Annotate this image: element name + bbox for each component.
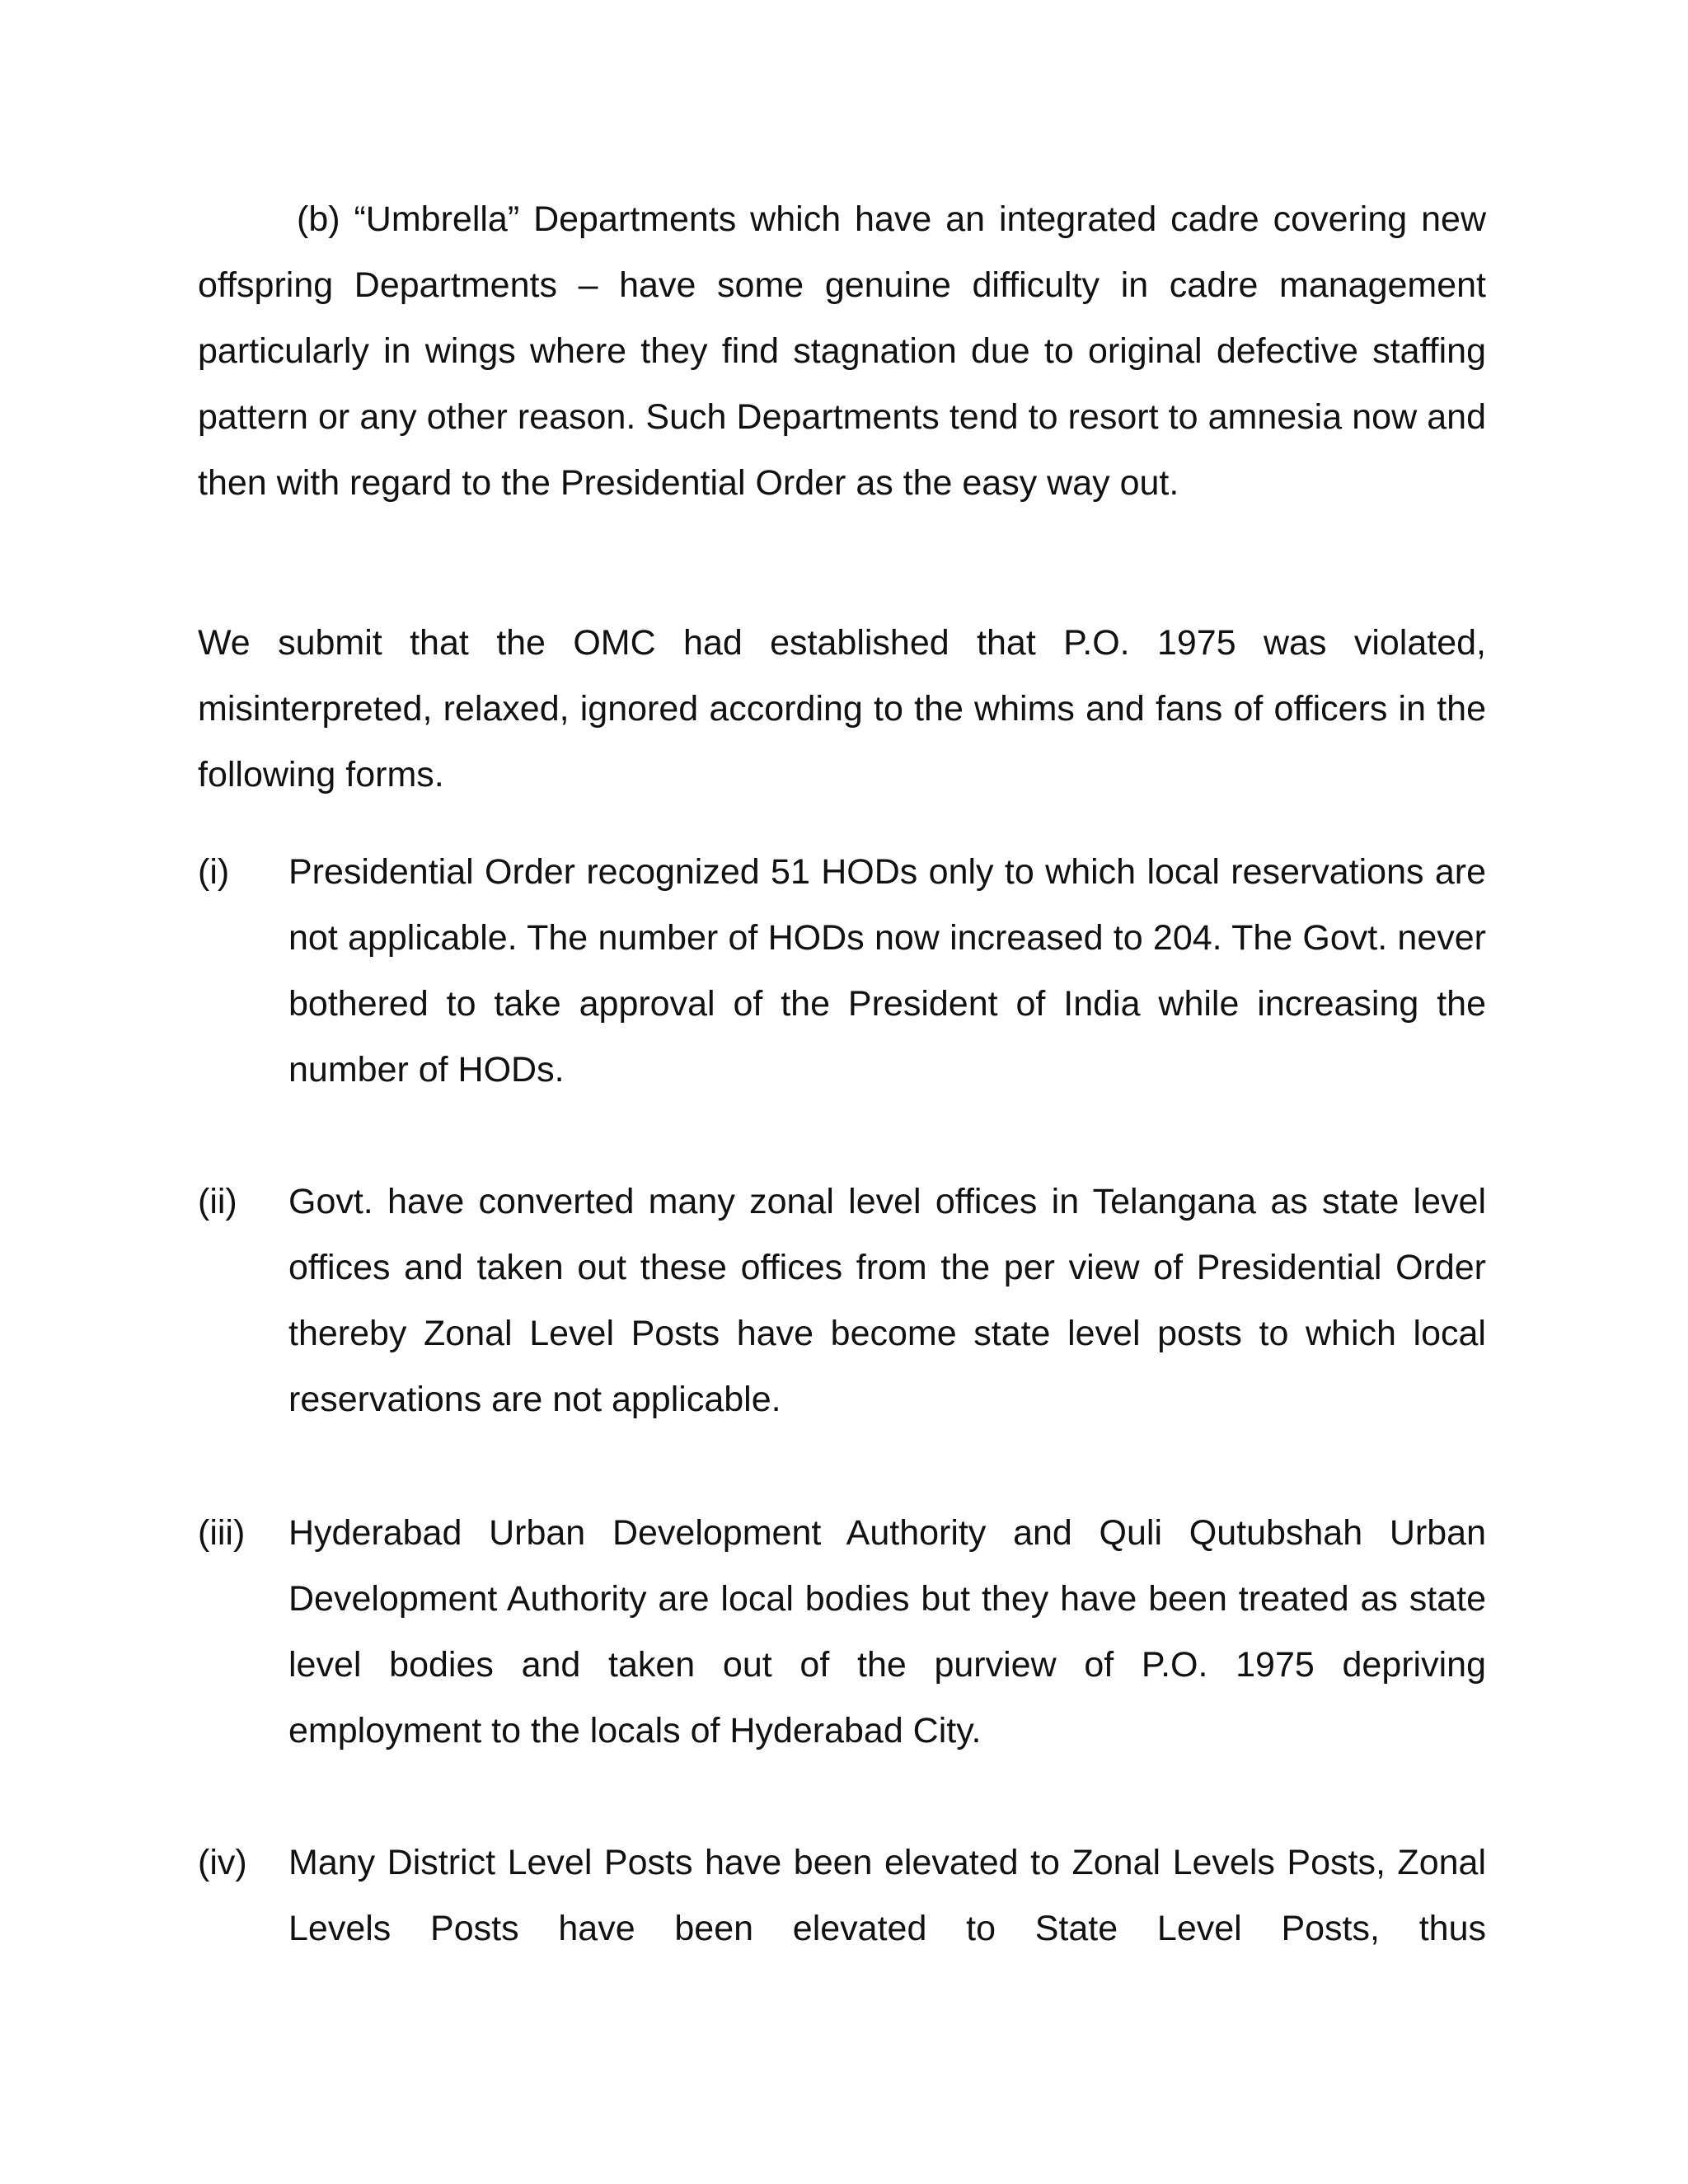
list-item-iii (198, 1500, 1486, 1764)
list-item-text: Presidential Order recognized 51 HODs only to which local reservations are not applicable. The number of HODs now increased to 204. The Govt. never bothered to take approval of the President of India while increasing the number of HODs. (288, 852, 1486, 1090)
list-item-ii (198, 1169, 1486, 1432)
list-item-label: (ii) (198, 1182, 237, 1221)
list-item-text: Govt. have converted many zonal level offices in Telangana as state level offices and taken out these offices from the per view of Presidential Order thereby Zonal Level Posts have become state level posts to which local reservations are not applicable. (288, 1182, 1486, 1419)
list-item-i (198, 839, 1486, 1103)
paragraph-omc-submission: We submit that the OMC had established that P.O. 1975 was violated, misinterpreted, relaxed, ignored according to the whims and fans of officers in the following forms. (198, 623, 1486, 794)
list-item-text: Hyderabad Urban Development Authority and Quli Qutubshah Urban Development Authority are local bodies but they have been treated as state level bodies and taken out of the purview of P.O. 1975 depriving employment to the locals of Hyderabad City. (288, 1513, 1486, 1750)
list-item-label: (iv) (198, 1843, 247, 1882)
list-item-label: (i) (198, 852, 230, 892)
list-item-label: (iii) (198, 1513, 246, 1553)
paragraph-umbrella-departments: (b) “Umbrella” Departments which have an integrated cadre covering new offspring Departments – have some genuine difficulty in cadre management particularly in wings where they find stagnation due to original defective staffing pattern or any other reason. Such Departments tend to resort to amnesia now and then with regard to the Presidential Order as the easy way out. (198, 199, 1486, 503)
list-item-iv (198, 1830, 1486, 1961)
list-item-text: Many District Level Posts have been elevated to Zonal Levels Posts, Zonal Levels Posts have been elevated to State Level Posts, thus (288, 1843, 1486, 1948)
